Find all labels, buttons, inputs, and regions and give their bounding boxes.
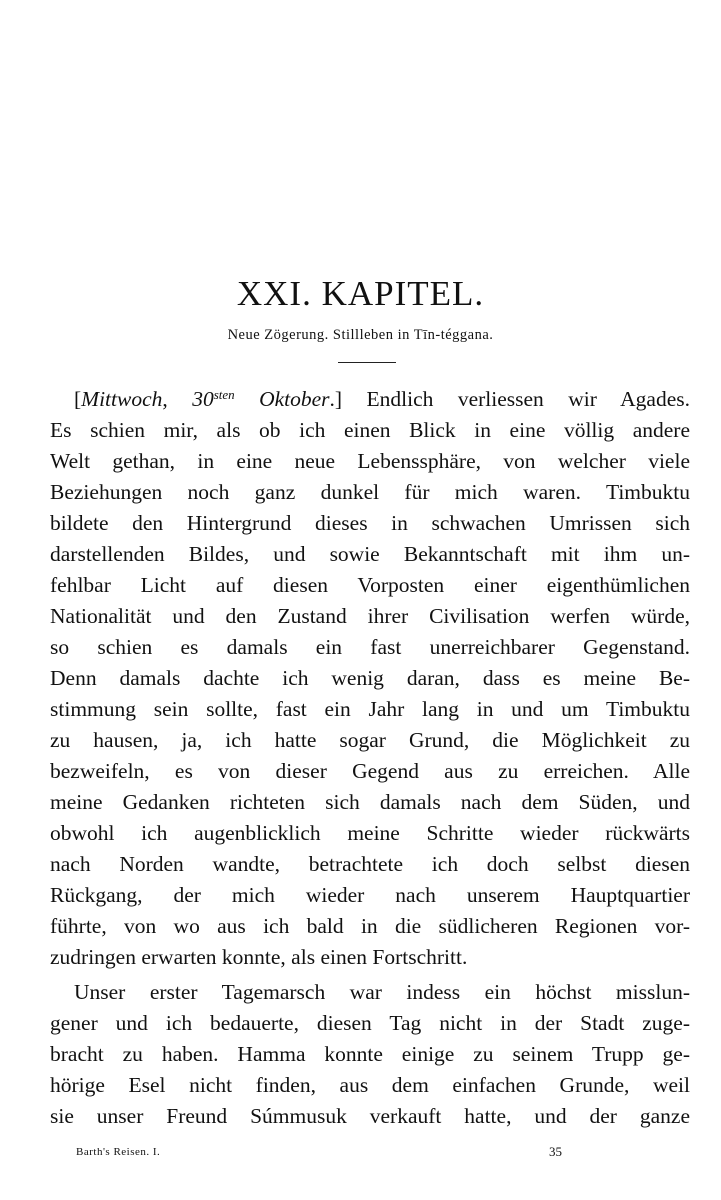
text-line: hörige Esel nicht finden, aus dem einfachen Grunde, weil bbox=[50, 1073, 690, 1097]
text-line: stimmung sein sollte, fast ein Jahr lang in und um Timbuktu bbox=[50, 697, 690, 721]
page-number: 35 bbox=[549, 1144, 562, 1159]
text-line: Welt gethan, in eine neue Lebenssphäre, von welcher viele bbox=[50, 449, 690, 473]
chapter-title: XXI. KAPITEL. bbox=[236, 274, 485, 313]
day-suffix: sten bbox=[213, 387, 235, 402]
text-line: bracht zu haben. Hamma konnte einige zu seinem Trupp ge- bbox=[50, 1042, 690, 1066]
weekday: Mittwoch bbox=[81, 387, 163, 411]
text-line: bezweifeln, es von dieser Gegend aus zu erreichen. Alle bbox=[50, 759, 690, 783]
day-number: 30 bbox=[192, 387, 214, 411]
text-line: Nationalität und den Zustand ihrer Civilisation werfen würde, bbox=[50, 604, 690, 628]
text-line: fehlbar Licht auf diesen Vorposten einer eigenthümlichen bbox=[50, 573, 690, 597]
text-line: Rückgang, der mich wieder nach unserem Hauptquartier bbox=[50, 883, 690, 907]
text-line: nach Norden wandte, betrachtete ich doch selbst diesen bbox=[50, 852, 690, 876]
text-line: darstellenden Bildes, und sowie Bekanntschaft mit ihm un- bbox=[50, 542, 690, 566]
text-line: sie unser Freund Súmmusuk verkauft hatte, und der ganze bbox=[50, 1104, 690, 1128]
close-bracket: .] bbox=[329, 387, 343, 411]
month: Oktober bbox=[259, 387, 330, 411]
text-line: gener und ich bedauerte, diesen Tag nicht in der Stadt zuge- bbox=[50, 1011, 690, 1035]
paragraph-1 bbox=[50, 415, 690, 973]
open-bracket: [ bbox=[74, 387, 82, 411]
date-comma: , bbox=[162, 387, 193, 411]
chapter-subtitle: Neue Zögerung. Stillleben in Tīn-téggana. bbox=[227, 327, 494, 343]
text-line: meine Gedanken richteten sich damals nach dem Süden, und bbox=[50, 790, 690, 814]
text-line: zu hausen, ja, ich hatte sogar Grund, die Möglichkeit zu bbox=[50, 728, 690, 752]
text-line: zudringen erwarten konnte, als einen Fortschritt. bbox=[50, 945, 468, 969]
footer-signature: Barth's Reisen. I. bbox=[76, 1146, 161, 1158]
body-text bbox=[50, 384, 690, 1132]
text-line: Unser erster Tagemarsch war indess ein höchst misslun- bbox=[74, 980, 690, 1004]
text-line: führte, von wo aus ich bald in die südlicheren Regionen vor- bbox=[50, 914, 690, 938]
paragraph-2 bbox=[50, 977, 690, 1132]
text-line: Beziehungen noch ganz dunkel für mich waren. Timbuktu bbox=[50, 480, 690, 504]
date-line-rest: Endlich verliessen wir Agades. bbox=[342, 387, 691, 411]
date-line bbox=[50, 384, 690, 415]
text-line: bildete den Hintergrund dieses in schwachen Umrissen sich bbox=[50, 511, 690, 535]
text-line: Es schien mir, als ob ich einen Blick in eine völlig andere bbox=[50, 418, 690, 442]
text-line: Denn damals dachte ich wenig daran, dass es meine Be- bbox=[50, 666, 690, 690]
section-divider bbox=[338, 362, 396, 363]
text-line: obwohl ich augenblicklich meine Schritte wieder rückwärts bbox=[50, 821, 690, 845]
text-line: so schien es damals ein fast unerreichbarer Gegenstand. bbox=[50, 635, 690, 659]
